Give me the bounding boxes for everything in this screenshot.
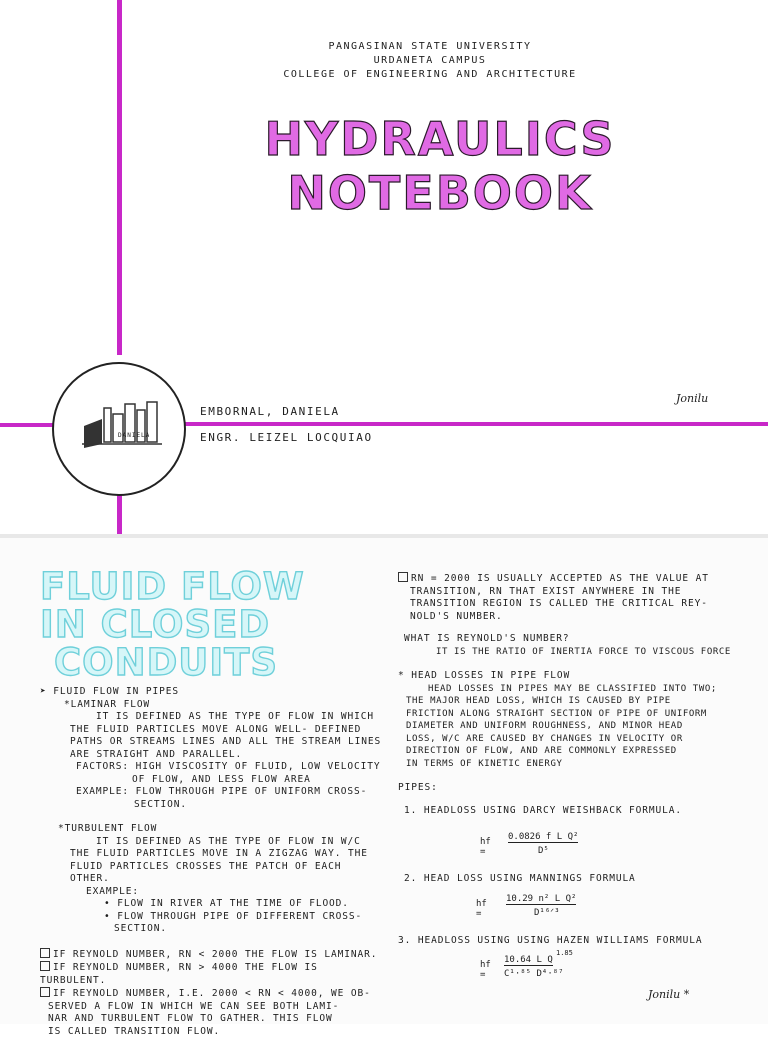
- right-column: [398, 572, 766, 817]
- signature: Jonilu: [676, 392, 708, 405]
- pipes-item-1: 1. HEADLOSS USING DARCY WEISHBACK FORMULA.: [398, 805, 766, 818]
- vertical-rule-bottom: [117, 492, 122, 538]
- turbulent-heading: *TURBULENT FLOW: [40, 823, 385, 836]
- check-cont-1: SERVED A FLOW IN WHICH WE CAN SEE BOTH LAMI-: [40, 1001, 385, 1014]
- head-loss-text-3: FRICTION ALONG STRAIGHT SECTION OF PIPE OF UNIFORM: [398, 708, 766, 721]
- check-cont-2: NAR AND TURBULENT FLOW TO GATHER. THIS FLOW: [40, 1013, 385, 1026]
- check-cont-3: IS CALLED TRANSITION FLOW.: [40, 1026, 385, 1038]
- head-loss-text-7: IN TERMS OF KINETIC ENERGY: [398, 758, 766, 771]
- pipes-item-2: 2. HEAD LOSS USING MANNINGS FORMULA: [404, 872, 636, 885]
- head-loss-text-5: LOSS, W/C ARE CAUSED BY CHANGES IN VELOCITY OR: [398, 733, 766, 746]
- buildings-logo-icon: [54, 364, 184, 494]
- turbulent-example-2: • FLOW THROUGH PIPE OF DIFFERENT CROSS-: [40, 911, 385, 924]
- turbulent-example-heading: EXAMPLE:: [40, 886, 385, 899]
- turbulent-example-3: SECTION.: [40, 923, 385, 936]
- pipes-item-3: 3. HEADLOSS USING USING HAZEN WILLIAMS FORMULA: [398, 934, 703, 947]
- vertical-rule-top: [117, 0, 122, 355]
- checkbox-icon: [398, 572, 408, 582]
- example-2: SECTION.: [40, 799, 385, 812]
- turbulent-example-1: • FLOW IN RIVER AT THE TIME OF FLOOD.: [40, 898, 385, 911]
- checkbox-icon: [40, 961, 50, 971]
- head-loss-text-4: DIAMETER AND UNIFORM ROUGHNESS, AND MINOR HEAD: [398, 720, 766, 733]
- fluid-title-line2: IN CLOSED: [40, 606, 270, 644]
- flow-in-pipes-heading: ➤ FLUID FLOW IN PIPES: [40, 686, 385, 699]
- pipes-label: PIPES:: [398, 782, 766, 795]
- rn-check-3: TRANSITION REGION IS CALLED THE CRITICAL REY-: [398, 598, 766, 611]
- head-loss-text-6: DIRECTION OF FLOW, AND ARE COMMONLY EXPRESSED: [398, 745, 766, 758]
- horizontal-rule-left: [0, 423, 54, 427]
- head-loss-text-1: HEAD LOSSES IN PIPES MAY BE CLASSIFIED INTO TWO;: [398, 683, 766, 696]
- factors-1: FACTORS: HIGH VISCOSITY OF FLUID, LOW VELOCITY: [40, 761, 385, 774]
- head-loss-text-2: THE MAJOR HEAD LOSS, WHICH IS CAUSED BY PIPE: [398, 695, 766, 708]
- checkbox-icon: [40, 987, 50, 997]
- reynolds-question: WHAT IS REYNOLD'S NUMBER?: [398, 633, 766, 646]
- left-column: [40, 686, 385, 1038]
- notes-page: FLUID FLOW IN CLOSED CONDUITS ➤ FLUID FLOW IN PIPES *LAMINAR FLOW IT IS DEFINED AS THE TYPE OF FLOW IN WHICH THE FLUID PARTICLES MOVE ALONG WELL- DEFINED PATHS OR STREAMS LINES AND ALL THE STREAM LINES ARE STRAIGHT AND PARALLEL. FACTORS: HIGH VISCOSITY OF FLUID, LOW VELOCITY OF FLOW, AND LESS FLOW AREA EXAMPLE: FLOW THROUGH PIPE OF UNIFORM CROSS- SECTION. *TURBULENT FLOW IT IS DEFINED AS THE TYPE OF FLOW IN W/C THE FLUID PARTICLES MOVE IN A ZIGZAG WAY. THE FLUID PARTICLES CROSSES THE PATCH OF EACH OTHER. EXAMPLE: • FLOW IN RIVER AT THE TIME OF FLOOD. • FLOW THROUGH PIPE OF DIFFERENT CROSS- SECTION. IF REYNOLD NUMBER, RN < 2000 THE FLOW IS LAMINAR. IF REYNOLD NUMBER, RN > 4000 THE FLOW IS TURBULENT. IF REYNOLD NUMBER, I.E. 2000 < RN < 4000, WE OB- SERVED A FLOW IN WHICH WE CAN SEE BOTH LAMI- NAR AND TURBULENT FLOW TO GATHER. THIS FLOW IS CALLED TRANSITION FLOW. RN = 2000 IS USUALLY ACCEPTED AS THE VALUE AT TRANSITION, RN THAT EXIST ANYWHERE IN THE TRANSITION REGION IS CALLED THE CRITICAL REY- NOLD'S NUMBER. WHAT IS REYNOLD'S NUMBER? IT IS THE RATIO OF INERTIA FORCE TO VISCOUS FORCE * HEAD LOSSES IN PIPE FLOW HEAD LOSSES IN PIPES MAY BE CLASSIFIED INTO TWO; THE MAJOR HEAD LOSS, WHICH IS CAUSED BY PIPE FRICTION ALONG STRAIGHT SECTION OF PIPE OF UNIFORM DIAMETER AND UNIFORM ROUGHNESS, AND MINOR HEAD LOSS, W/C ARE CAUSED BY CHANGES IN VELOCITY OR DIRECTION OF FLOW, AND ARE COMMONLY EXPRESSED IN TERMS OF KINETIC ENERGY PIPES: 1. HEADLOSS USING DARCY WEISHBACK FORMULA. hf = 0.0826 f L Q² D⁵ 2. HEAD LOSS USING MANNINGS FORMULA hf = 10.29 n² L Q² D¹⁶ᐟ³ 3. HEADLOSS USING USING HAZEN WILLIAMS FORMULA hf = 10.64 L Q 1.85 C¹·⁸⁵ D⁴·⁸⁷ Jonilu *: [0, 538, 768, 1024]
- rn-check-4: NOLD'S NUMBER.: [398, 611, 766, 624]
- laminar-def-1: IT IS DEFINED AS THE TYPE OF FLOW IN WHICH: [40, 711, 385, 724]
- check-item-2: IF REYNOLD NUMBER, RN > 4000 THE FLOW IS TURBULENT.: [40, 961, 385, 987]
- laminar-heading: *LAMINAR FLOW: [40, 699, 385, 712]
- horizontal-rule-right: [181, 422, 768, 426]
- check-item-1: IF REYNOLD NUMBER, RN < 2000 THE FLOW IS LAMINAR.: [40, 948, 385, 962]
- university-name: PANGASINAN STATE UNIVERSITY: [220, 40, 640, 54]
- example-1: EXAMPLE: FLOW THROUGH PIPE OF UNIFORM CROSS-: [40, 786, 385, 799]
- campus-name: URDANETA CAMPUS: [220, 54, 640, 68]
- turbulent-def-1: IT IS DEFINED AS THE TYPE OF FLOW IN W/C: [40, 836, 385, 849]
- laminar-def-3: PATHS OR STREAMS LINES AND ALL THE STREAM LINES: [40, 736, 385, 749]
- logo-circle: [52, 362, 186, 496]
- logo-text: DANIELA: [118, 432, 150, 439]
- laminar-def-2: THE FLUID PARTICLES MOVE ALONG WELL- DEFINED: [40, 724, 385, 737]
- rn-check-2: TRANSITION, RN THAT EXIST ANYWHERE IN THE: [398, 586, 766, 599]
- check-item-3: IF REYNOLD NUMBER, I.E. 2000 < RN < 4000, WE OB-: [40, 987, 385, 1001]
- reynolds-answer: IT IS THE RATIO OF INERTIA FORCE TO VISCOUS FORCE: [398, 646, 766, 659]
- rn-check-1: RN = 2000 IS USUALLY ACCEPTED AS THE VALUE AT: [398, 572, 766, 586]
- factors-2: OF FLOW, AND LESS FLOW AREA: [40, 774, 385, 787]
- turbulent-def-3: FLUID PARTICLES CROSSES THE PATCH OF EACH OTHER.: [40, 861, 385, 886]
- notes-signature: Jonilu *: [648, 988, 689, 1001]
- student-name: EMBORNAL, DANIELA: [200, 405, 340, 418]
- head-loss-heading: * HEAD LOSSES IN PIPE FLOW: [398, 670, 766, 683]
- title-notebook: NOTEBOOK: [230, 166, 650, 220]
- fluid-title-line1: FLUID FLOW: [40, 568, 305, 606]
- fluid-title-line3: CONDUITS: [54, 644, 278, 682]
- turbulent-def-2: THE FLUID PARTICLES MOVE IN A ZIGZAG WAY. THE: [40, 848, 385, 861]
- instructor-name: ENGR. LEIZEL LOCQUIAO: [200, 431, 373, 444]
- title-hydraulics: HYDRAULICS: [230, 112, 650, 166]
- laminar-def-4: ARE STRAIGHT AND PARALLEL.: [40, 749, 385, 762]
- college-name: COLLEGE OF ENGINEERING AND ARCHITECTURE: [220, 68, 640, 82]
- checkbox-icon: [40, 948, 50, 958]
